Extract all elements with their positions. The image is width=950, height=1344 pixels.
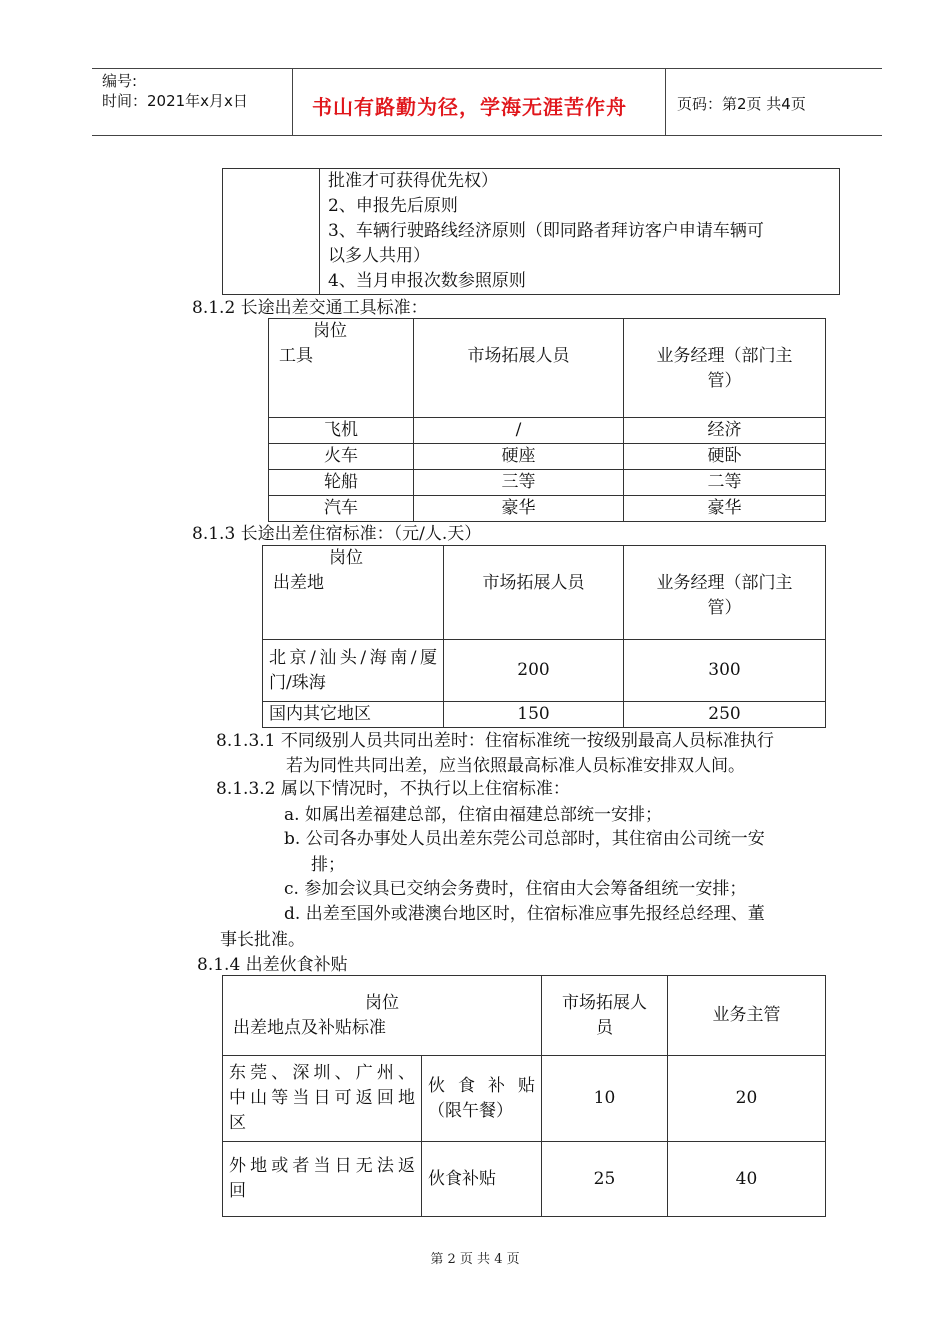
table-row <box>269 418 826 444</box>
principles-cell <box>320 169 840 295</box>
vehicle-principles-table <box>222 168 840 295</box>
manager-value-cell: 300 <box>624 640 826 702</box>
destination-line: 中山等当日可返回地 <box>229 1088 415 1108</box>
manager-value-cell: 豪华 <box>624 496 826 522</box>
table-corner-header <box>223 976 542 1056</box>
market-value-cell: 200 <box>444 640 624 702</box>
destination-cell <box>223 1142 422 1217</box>
destination-cell <box>223 1056 422 1142</box>
header-top-rule <box>92 68 882 69</box>
tool-cell: 轮船 <box>269 470 414 496</box>
allowance-type-cell <box>422 1056 542 1142</box>
manager-value-cell: 经济 <box>624 418 826 444</box>
meal-allowance-table <box>222 975 826 1217</box>
destination-line: 区 <box>229 1113 246 1133</box>
lodging-standard-table <box>262 545 826 728</box>
column-header-market-line: 员 <box>596 1017 613 1038</box>
document-number-label: 编号: <box>102 72 138 90</box>
section-8-1-4-heading: 8.1.4 出差伙食补贴 <box>197 955 348 975</box>
column-header-supervisor: 业务主管 <box>668 976 826 1056</box>
tool-cell: 飞机 <box>269 418 414 444</box>
section-8-1-2-heading: 8.1.2 长途出差交通工具标准： <box>192 298 428 318</box>
column-header-manager-line: 管） <box>707 371 742 391</box>
manager-value-cell: 250 <box>624 702 826 728</box>
list-item-a: a. 如属出差福建总部，住宿由福建总部统一安排； <box>284 805 662 825</box>
list-item-b-line: 排； <box>311 855 345 875</box>
market-value-cell: 豪华 <box>414 496 624 522</box>
table-row <box>269 444 826 470</box>
allowance-type-cell: 伙食补贴 <box>422 1142 542 1217</box>
corner-position-label: 岗位 <box>313 321 347 341</box>
manager-value-cell: 硬卧 <box>624 444 826 470</box>
table-row <box>263 702 826 728</box>
header-divider-right <box>665 68 666 135</box>
column-header-manager-line: 管） <box>707 598 742 618</box>
header-bottom-rule <box>92 135 882 136</box>
transport-standard-table <box>268 318 826 522</box>
page-footer: 第 2 页 共 4 页 <box>430 1252 520 1267</box>
principles-empty-cell <box>223 169 320 295</box>
header-divider-left <box>292 68 293 135</box>
corner-destination-label: 出差地 <box>273 573 324 593</box>
list-item-d-line: d. 出差至国外或港澳台地区时，住宿标准应事先报经总经理、董 <box>284 904 765 924</box>
list-item-c: c. 参加会议具已交纳会务费时，住宿由大会筹备组统一安排； <box>284 879 747 899</box>
column-header-manager-line: 业务经理（部门主 <box>656 573 793 593</box>
supervisor-value-cell: 20 <box>668 1056 826 1142</box>
table-row <box>223 1142 826 1217</box>
market-value-cell: / <box>414 418 624 444</box>
column-header-market <box>542 976 668 1056</box>
header-motto: 书山有路勤为径，学海无涯苦作舟 <box>312 95 627 119</box>
table-corner-header <box>263 546 444 640</box>
principle-line: 3、车辆行驶路线经济原则（即同路者拜访客户申请车辆可 <box>328 221 764 241</box>
destination-cell <box>263 640 444 702</box>
table-row <box>269 496 826 522</box>
list-item-b-line: b. 公司各办事处人员出差东莞公司总部时，其住宿由公司统一安 <box>284 829 765 849</box>
clause-8-1-3-1-line: 若为同性共同出差，应当依照最高标准人员标准安排双人间。 <box>286 756 745 776</box>
tool-cell: 汽车 <box>269 496 414 522</box>
corner-tool-label: 工具 <box>279 346 313 366</box>
allowance-type-line: 伙 食 补 贴 <box>428 1075 535 1096</box>
corner-position-label: 岗位 <box>329 548 363 568</box>
destination-line: 东莞、深圳、广州、 <box>229 1063 415 1083</box>
section-8-1-3-heading: 8.1.3 长途出差住宿标准：（元/人.天） <box>192 524 482 544</box>
destination-line: 回 <box>229 1181 246 1201</box>
document-time-label: 时间：2021年x月x日 <box>102 92 248 110</box>
destination-line: 北京/汕头/海南/厦 <box>269 647 437 668</box>
column-header-manager-line: 业务经理（部门主 <box>656 346 793 366</box>
market-value-cell: 150 <box>444 702 624 728</box>
column-header-manager <box>624 319 826 418</box>
table-row <box>263 640 826 702</box>
table-row <box>269 470 826 496</box>
manager-value-cell: 二等 <box>624 470 826 496</box>
market-value-cell: 10 <box>542 1056 668 1142</box>
table-row <box>223 1056 826 1142</box>
principle-line: 4、当月申报次数参照原则 <box>328 271 526 291</box>
column-header-market-line: 市场拓展人 <box>562 992 647 1013</box>
destination-cell: 国内其它地区 <box>263 702 444 728</box>
column-header-manager <box>624 546 826 640</box>
market-value-cell: 三等 <box>414 470 624 496</box>
principle-line: 批准才可获得优先权） <box>328 171 498 191</box>
principle-line: 以多人共用） <box>328 246 430 266</box>
list-item-d-line: 事长批准。 <box>220 930 305 950</box>
clause-8-1-3-2: 8.1.3.2 属以下情况时，不执行以上住宿标准： <box>216 779 570 799</box>
market-value-cell: 硬座 <box>414 444 624 470</box>
table-corner-header <box>269 319 414 418</box>
corner-destination-label: 出差地点及补贴标准 <box>233 1017 386 1038</box>
destination-line: 门/珠海 <box>269 672 326 693</box>
corner-position-label: 岗位 <box>365 992 399 1013</box>
tool-cell: 火车 <box>269 444 414 470</box>
principle-line: 2、申报先后原则 <box>328 196 458 216</box>
page-indicator: 页码：第2页 共4页 <box>677 95 806 113</box>
column-header-market: 市场拓展人员 <box>444 546 624 640</box>
destination-line: 外地或者当日无法返 <box>229 1156 415 1176</box>
clause-8-1-3-1-line: 8.1.3.1 不同级别人员共同出差时：住宿标准统一按级别最高人员标准执行 <box>216 731 774 751</box>
market-value-cell: 25 <box>542 1142 668 1217</box>
supervisor-value-cell: 40 <box>668 1142 826 1217</box>
allowance-type-line: （限午餐） <box>428 1100 513 1121</box>
column-header-market: 市场拓展人员 <box>414 319 624 418</box>
